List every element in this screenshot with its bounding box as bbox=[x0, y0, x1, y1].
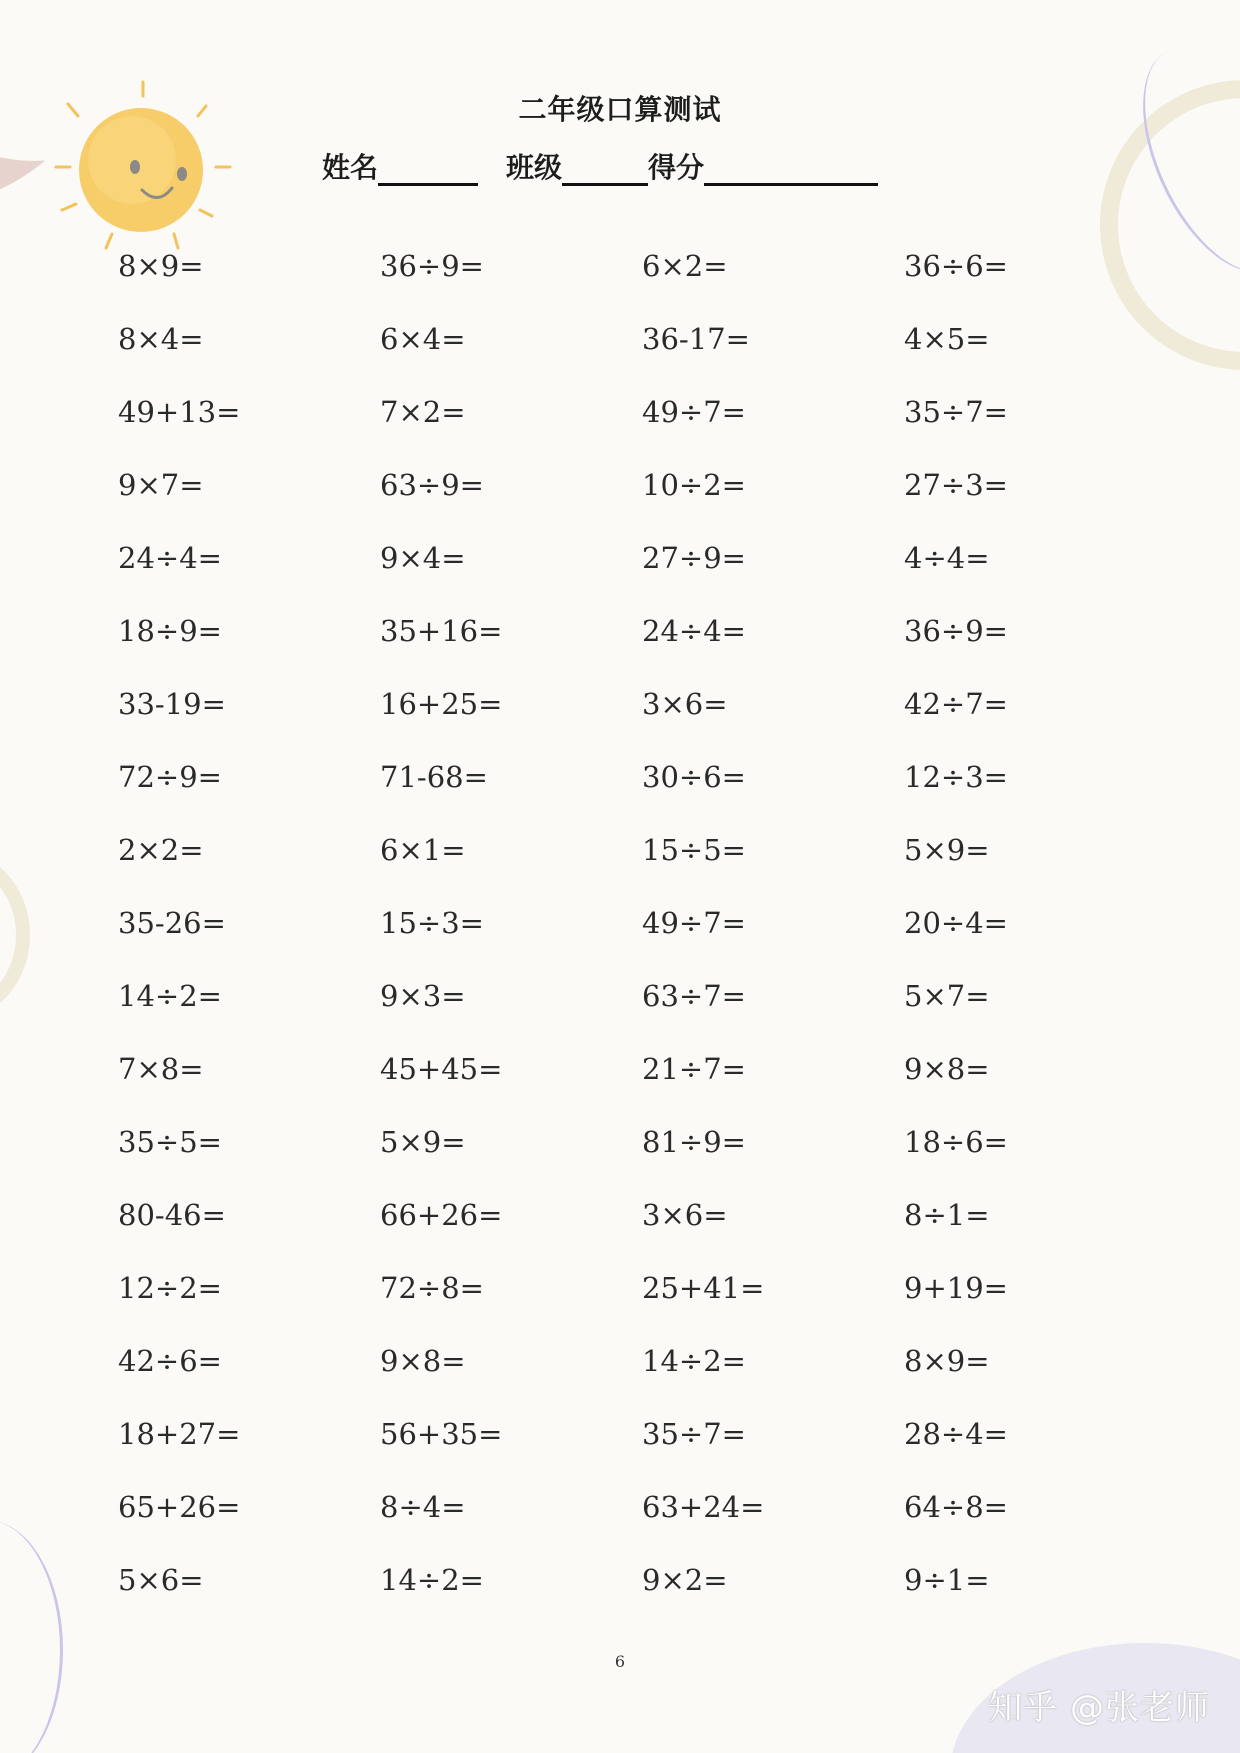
math-problem: 18+27= bbox=[118, 1417, 241, 1451]
math-problem: 3×6= bbox=[642, 1198, 728, 1232]
math-problem: 36÷6= bbox=[904, 249, 1008, 283]
score-blank bbox=[704, 155, 878, 186]
student-info-row bbox=[322, 146, 878, 186]
math-problem: 63÷9= bbox=[380, 468, 484, 502]
math-problem: 24÷4= bbox=[642, 614, 746, 648]
math-problem: 14÷2= bbox=[118, 979, 222, 1013]
math-problem: 2×2= bbox=[118, 833, 204, 867]
page-number: 6 bbox=[614, 1652, 626, 1671]
math-problem: 14÷2= bbox=[642, 1344, 746, 1378]
math-problem: 45+45= bbox=[380, 1052, 503, 1086]
problem-grid bbox=[118, 247, 1118, 1634]
math-problem: 80-46= bbox=[118, 1198, 226, 1232]
class-label: 班级 bbox=[506, 151, 563, 184]
score-label: 得分 bbox=[648, 151, 705, 184]
math-problem: 5×9= bbox=[380, 1125, 466, 1159]
math-problem: 63÷7= bbox=[642, 979, 746, 1013]
math-problem: 35÷7= bbox=[904, 395, 1008, 429]
math-problem: 36÷9= bbox=[904, 614, 1008, 648]
math-problem: 42÷7= bbox=[904, 687, 1008, 721]
math-problem: 36÷9= bbox=[380, 249, 484, 283]
math-problem: 18÷6= bbox=[904, 1125, 1008, 1159]
math-problem: 71-68= bbox=[380, 760, 488, 794]
math-problem: 4×5= bbox=[904, 322, 990, 356]
math-problem: 21÷7= bbox=[642, 1052, 746, 1086]
math-problem: 24÷4= bbox=[118, 541, 222, 575]
math-problem: 8×9= bbox=[118, 249, 204, 283]
math-problem: 9×7= bbox=[118, 468, 204, 502]
math-problem: 6×4= bbox=[380, 322, 466, 356]
math-problem: 16+25= bbox=[380, 687, 503, 721]
math-problem: 7×2= bbox=[380, 395, 466, 429]
math-problem: 14÷2= bbox=[380, 1563, 484, 1597]
math-problem: 15÷3= bbox=[380, 906, 484, 940]
math-problem: 56+35= bbox=[380, 1417, 503, 1451]
math-problem: 3×6= bbox=[642, 687, 728, 721]
math-problem: 9×4= bbox=[380, 541, 466, 575]
math-problem: 30÷6= bbox=[642, 760, 746, 794]
math-problem: 65+26= bbox=[118, 1490, 241, 1524]
math-problem: 25+41= bbox=[642, 1271, 765, 1305]
math-problem: 9+19= bbox=[904, 1271, 1008, 1305]
math-problem: 28÷4= bbox=[904, 1417, 1008, 1451]
name-blank bbox=[378, 155, 478, 186]
class-blank bbox=[562, 155, 648, 186]
math-problem: 64÷8= bbox=[904, 1490, 1008, 1524]
math-problem: 7×8= bbox=[118, 1052, 204, 1086]
math-problem: 10÷2= bbox=[642, 468, 746, 502]
decorative-line bbox=[0, 1520, 63, 1753]
name-label: 姓名 bbox=[322, 151, 379, 184]
math-problem: 35+16= bbox=[380, 614, 503, 648]
watermark: 知乎 @张老师 bbox=[988, 1688, 1210, 1728]
math-problem: 35÷7= bbox=[642, 1417, 746, 1451]
math-problem: 27÷3= bbox=[904, 468, 1008, 502]
math-problem: 18÷9= bbox=[118, 614, 222, 648]
math-problem: 35÷5= bbox=[118, 1125, 222, 1159]
math-problem: 49+13= bbox=[118, 395, 241, 429]
math-problem: 9×3= bbox=[380, 979, 466, 1013]
decorative-arc bbox=[0, 850, 30, 1020]
math-problem: 5×9= bbox=[904, 833, 990, 867]
worksheet-title: 二年级口算测试 bbox=[518, 93, 722, 126]
math-problem: 72÷8= bbox=[380, 1271, 484, 1305]
math-problem: 20÷4= bbox=[904, 906, 1008, 940]
math-problem: 5×7= bbox=[904, 979, 990, 1013]
math-problem: 72÷9= bbox=[118, 760, 222, 794]
math-problem: 49÷7= bbox=[642, 395, 746, 429]
math-problem: 6×1= bbox=[380, 833, 466, 867]
math-problem: 6×2= bbox=[642, 249, 728, 283]
math-problem: 66+26= bbox=[380, 1198, 503, 1232]
math-problem: 12÷3= bbox=[904, 760, 1008, 794]
math-problem: 5×6= bbox=[118, 1563, 204, 1597]
math-problem: 81÷9= bbox=[642, 1125, 746, 1159]
math-problem: 35-26= bbox=[118, 906, 226, 940]
math-problem: 27÷9= bbox=[642, 541, 746, 575]
math-problem: 49÷7= bbox=[642, 906, 746, 940]
math-problem: 8÷4= bbox=[380, 1490, 466, 1524]
math-problem: 9×8= bbox=[904, 1052, 990, 1086]
math-problem: 15÷5= bbox=[642, 833, 746, 867]
math-problem: 33-19= bbox=[118, 687, 226, 721]
math-problem: 8÷1= bbox=[904, 1198, 990, 1232]
math-problem: 36-17= bbox=[642, 322, 750, 356]
math-problem: 8×4= bbox=[118, 322, 204, 356]
math-problem: 12÷2= bbox=[118, 1271, 222, 1305]
math-problem: 63+24= bbox=[642, 1490, 765, 1524]
math-problem: 8×9= bbox=[904, 1344, 990, 1378]
math-problem: 4÷4= bbox=[904, 541, 990, 575]
math-problem: 9÷1= bbox=[904, 1563, 990, 1597]
math-problem: 42÷6= bbox=[118, 1344, 222, 1378]
math-problem: 9×8= bbox=[380, 1344, 466, 1378]
math-problem: 9×2= bbox=[642, 1563, 728, 1597]
